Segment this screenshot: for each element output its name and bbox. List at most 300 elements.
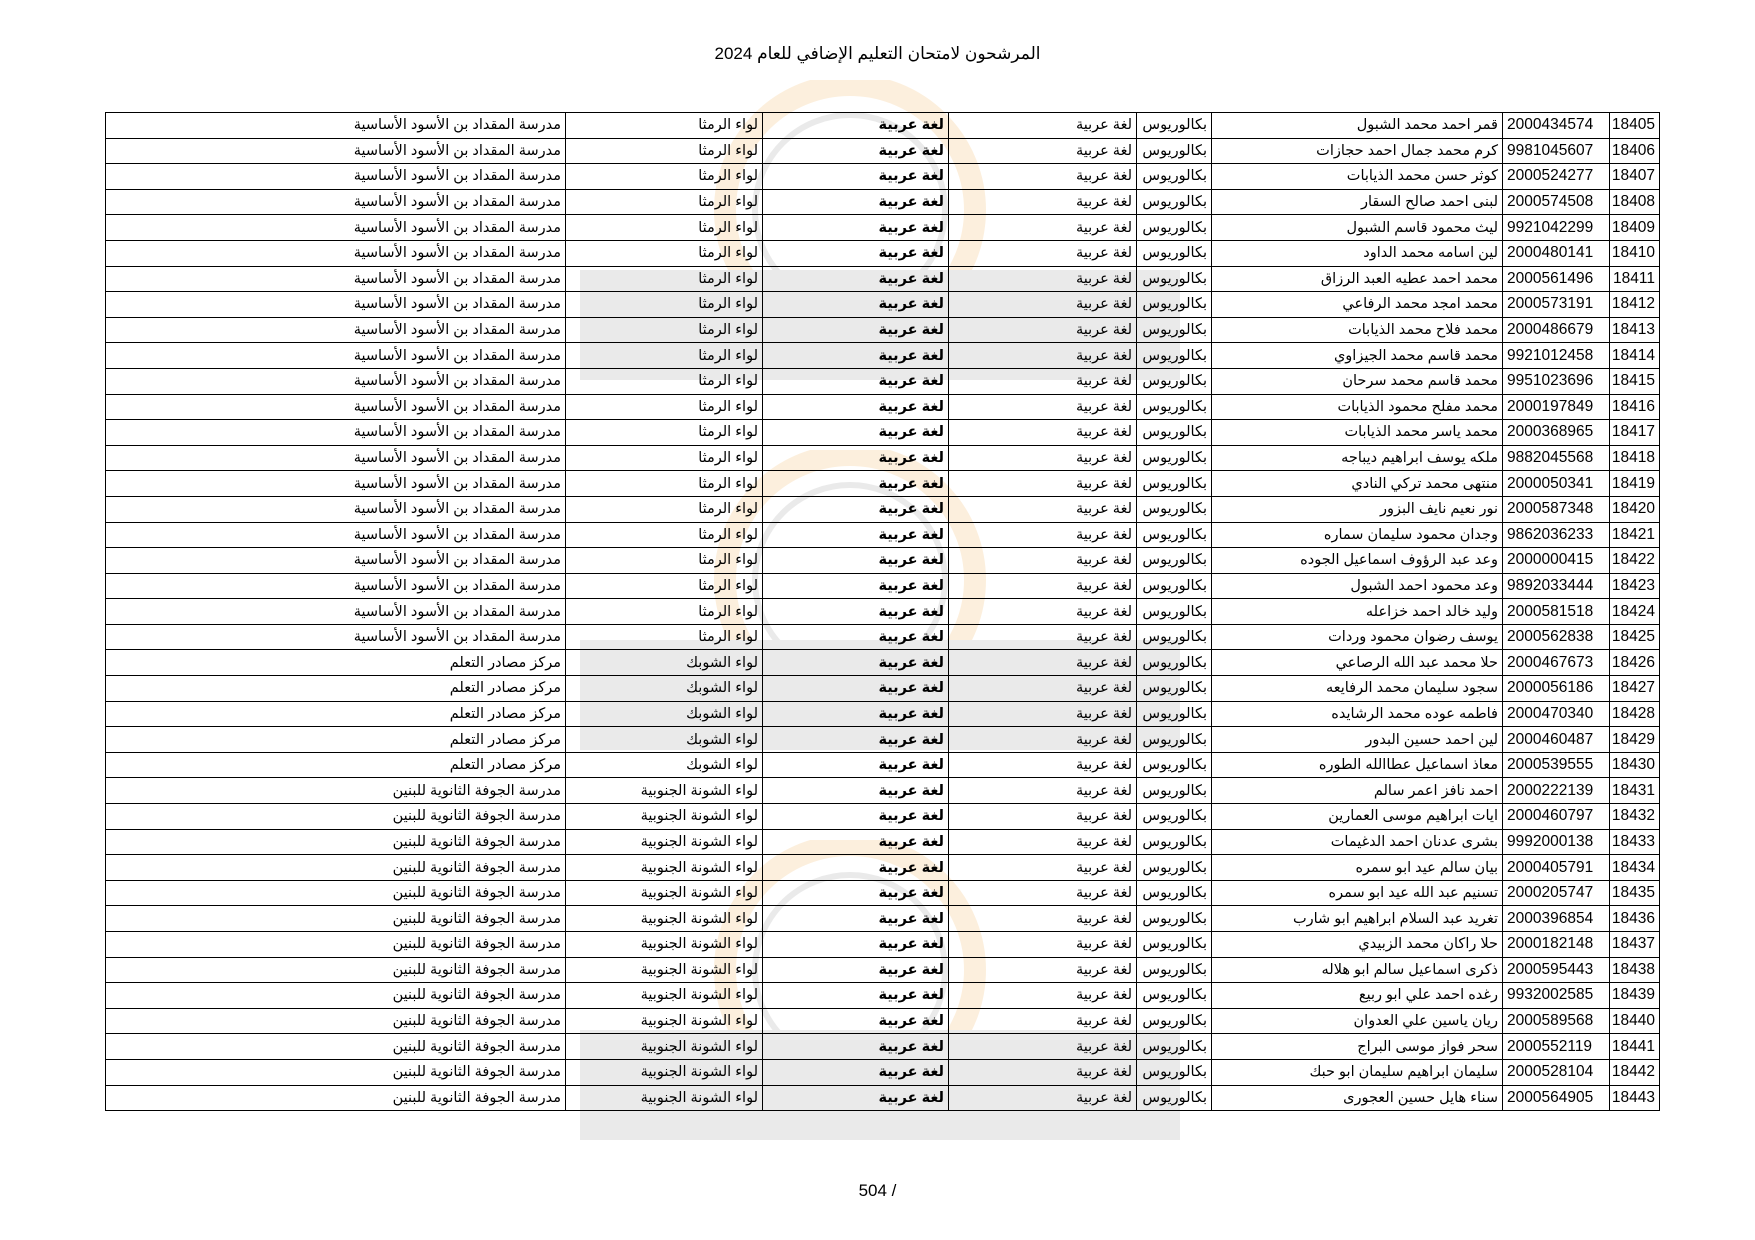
specialization: لغة عربية: [949, 983, 1137, 1009]
specialization: لغة عربية: [949, 548, 1137, 574]
exam-center: مدرسة الجوفة الثانوية للبنين: [106, 906, 566, 932]
national-id: 9921042299: [1503, 215, 1610, 241]
qualification: بكالوريوس: [1137, 113, 1212, 139]
qualification: بكالوريوس: [1137, 266, 1212, 292]
specialization: لغة عربية: [949, 573, 1137, 599]
district: لواء الرمثا: [566, 189, 763, 215]
national-id: 2000589568: [1503, 1008, 1610, 1034]
specialization: لغة عربية: [949, 496, 1137, 522]
candidate-name: محمد امجد محمد الرفاعي: [1212, 292, 1503, 318]
exam-subject: لغة عربية: [763, 292, 949, 318]
exam-center: مدرسة المقداد بن الأسود الأساسية: [106, 573, 566, 599]
qualification: بكالوريوس: [1137, 829, 1212, 855]
district: لواء الرمثا: [566, 266, 763, 292]
qualification: بكالوريوس: [1137, 727, 1212, 753]
qualification: بكالوريوس: [1137, 1059, 1212, 1085]
exam-subject: لغة عربية: [763, 394, 949, 420]
table-row: [106, 1085, 1660, 1111]
table-row: [106, 855, 1660, 881]
national-id: 2000528104: [1503, 1059, 1610, 1085]
qualification: بكالوريوس: [1137, 906, 1212, 932]
specialization: لغة عربية: [949, 880, 1137, 906]
qualification: بكالوريوس: [1137, 957, 1212, 983]
table-row: [106, 932, 1660, 958]
qualification: بكالوريوس: [1137, 215, 1212, 241]
district: لواء الرمثا: [566, 599, 763, 625]
table-row: [106, 804, 1660, 830]
table-row: [106, 420, 1660, 446]
specialization: لغة عربية: [949, 445, 1137, 471]
exam-subject: لغة عربية: [763, 522, 949, 548]
candidate-name: محمد فلاح محمد الذيابات: [1212, 317, 1503, 343]
national-id: 2000486679: [1503, 317, 1610, 343]
candidate-name: ذكرى اسماعيل سالم ابو هلاله: [1212, 957, 1503, 983]
table-row: [106, 599, 1660, 625]
table-row: [106, 957, 1660, 983]
district: لواء الشونة الجنوبية: [566, 906, 763, 932]
national-id: 2000182148: [1503, 932, 1610, 958]
district: لواء الشونة الجنوبية: [566, 932, 763, 958]
exam-center: مدرسة المقداد بن الأسود الأساسية: [106, 496, 566, 522]
national-id: 2000552119: [1503, 1034, 1610, 1060]
district: لواء الرمثا: [566, 113, 763, 139]
exam-center: مدرسة المقداد بن الأسود الأساسية: [106, 522, 566, 548]
candidate-name: وجدان محمود سليمان سماره: [1212, 522, 1503, 548]
district: لواء الشونة الجنوبية: [566, 1059, 763, 1085]
candidate-name: تغريد عبد السلام ابراهيم ابو شارب: [1212, 906, 1503, 932]
specialization: لغة عربية: [949, 804, 1137, 830]
table-row: [106, 189, 1660, 215]
qualification: بكالوريوس: [1137, 650, 1212, 676]
qualification: بكالوريوس: [1137, 676, 1212, 702]
district: لواء الشونة الجنوبية: [566, 778, 763, 804]
national-id: 2000000415: [1503, 548, 1610, 574]
table-row: [106, 701, 1660, 727]
exam-center: مدرسة المقداد بن الأسود الأساسية: [106, 343, 566, 369]
candidate-name: وعد محمود احمد الشبول: [1212, 573, 1503, 599]
seq-number: 18418: [1610, 445, 1660, 471]
district: لواء الشوبك: [566, 650, 763, 676]
qualification: بكالوريوس: [1137, 599, 1212, 625]
seq-number: 18441: [1610, 1034, 1660, 1060]
specialization: لغة عربية: [949, 266, 1137, 292]
seq-number: 18407: [1610, 164, 1660, 190]
candidate-name: محمد احمد عطيه العبد الرزاق: [1212, 266, 1503, 292]
qualification: بكالوريوس: [1137, 1085, 1212, 1111]
national-id: 2000561496: [1503, 266, 1610, 292]
seq-number: 18422: [1610, 548, 1660, 574]
page-number: 504 /: [858, 1181, 897, 1200]
district: لواء الشونة الجنوبية: [566, 804, 763, 830]
seq-number: 18439: [1610, 983, 1660, 1009]
candidate-name: معاذ اسماعيل عطاالله الطوره: [1212, 752, 1503, 778]
specialization: لغة عربية: [949, 932, 1137, 958]
national-id: 2000467673: [1503, 650, 1610, 676]
table-row: [106, 983, 1660, 1009]
table-row: [106, 496, 1660, 522]
exam-center: مدرسة المقداد بن الأسود الأساسية: [106, 599, 566, 625]
candidate-name: بيان سالم عيد ابو سمره: [1212, 855, 1503, 881]
exam-subject: لغة عربية: [763, 496, 949, 522]
district: لواء الرمثا: [566, 317, 763, 343]
exam-subject: لغة عربية: [763, 445, 949, 471]
seq-number: 18436: [1610, 906, 1660, 932]
specialization: لغة عربية: [949, 599, 1137, 625]
exam-center: مدرسة الجوفة الثانوية للبنين: [106, 1008, 566, 1034]
qualification: بكالوريوس: [1137, 880, 1212, 906]
national-id: 2000460797: [1503, 804, 1610, 830]
exam-subject: لغة عربية: [763, 1034, 949, 1060]
table-row: [106, 1008, 1660, 1034]
specialization: لغة عربية: [949, 292, 1137, 318]
candidate-name: يوسف رضوان محمود وردات: [1212, 624, 1503, 650]
qualification: بكالوريوس: [1137, 1034, 1212, 1060]
specialization: لغة عربية: [949, 215, 1137, 241]
specialization: لغة عربية: [949, 650, 1137, 676]
seq-number: 18443: [1610, 1085, 1660, 1111]
national-id: 2000524277: [1503, 164, 1610, 190]
qualification: بكالوريوس: [1137, 138, 1212, 164]
exam-center: مدرسة الجوفة الثانوية للبنين: [106, 983, 566, 1009]
exam-center: مدرسة المقداد بن الأسود الأساسية: [106, 240, 566, 266]
exam-center: مدرسة المقداد بن الأسود الأساسية: [106, 445, 566, 471]
candidate-name: محمد مفلح محمود الذيابات: [1212, 394, 1503, 420]
exam-center: مدرسة المقداد بن الأسود الأساسية: [106, 471, 566, 497]
table-row: [106, 522, 1660, 548]
exam-center: مدرسة المقداد بن الأسود الأساسية: [106, 548, 566, 574]
exam-center: مدرسة المقداد بن الأسود الأساسية: [106, 113, 566, 139]
exam-subject: لغة عربية: [763, 548, 949, 574]
qualification: بكالوريوس: [1137, 804, 1212, 830]
qualification: بكالوريوس: [1137, 496, 1212, 522]
candidate-name: وعد عبد الرؤوف اسماعيل الجوده: [1212, 548, 1503, 574]
district: لواء الشونة الجنوبية: [566, 880, 763, 906]
exam-subject: لغة عربية: [763, 317, 949, 343]
exam-subject: لغة عربية: [763, 906, 949, 932]
table-row: [106, 164, 1660, 190]
district: لواء الرمثا: [566, 368, 763, 394]
district: لواء الرمثا: [566, 573, 763, 599]
specialization: لغة عربية: [949, 138, 1137, 164]
candidate-name: احمد نافز اعمر سالم: [1212, 778, 1503, 804]
specialization: لغة عربية: [949, 752, 1137, 778]
table-row: [106, 573, 1660, 599]
national-id: 2000562838: [1503, 624, 1610, 650]
national-id: 9992000138: [1503, 829, 1610, 855]
table-row: [106, 676, 1660, 702]
candidate-name: سحر فواز موسى البراج: [1212, 1034, 1503, 1060]
qualification: بكالوريوس: [1137, 368, 1212, 394]
national-id: 9932002585: [1503, 983, 1610, 1009]
table-row: [106, 1034, 1660, 1060]
exam-center: مدرسة المقداد بن الأسود الأساسية: [106, 266, 566, 292]
document-title: المرشحون لامتحان التعليم الإضافي للعام 2024: [714, 44, 1041, 63]
seq-number: 18438: [1610, 957, 1660, 983]
qualification: بكالوريوس: [1137, 752, 1212, 778]
exam-center: مدرسة الجوفة الثانوية للبنين: [106, 1059, 566, 1085]
exam-subject: لغة عربية: [763, 676, 949, 702]
exam-subject: لغة عربية: [763, 420, 949, 446]
table-row: [106, 317, 1660, 343]
seq-number: 18415: [1610, 368, 1660, 394]
qualification: بكالوريوس: [1137, 240, 1212, 266]
exam-subject: لغة عربية: [763, 164, 949, 190]
candidate-name: كرم محمد جمال احمد حجازات: [1212, 138, 1503, 164]
qualification: بكالوريوس: [1137, 983, 1212, 1009]
candidates-table: [105, 112, 1660, 1111]
district: لواء الرمثا: [566, 548, 763, 574]
table-row: [106, 471, 1660, 497]
exam-center: مركز مصادر التعلم: [106, 727, 566, 753]
qualification: بكالوريوس: [1137, 1008, 1212, 1034]
exam-center: مدرسة الجوفة الثانوية للبنين: [106, 778, 566, 804]
exam-subject: لغة عربية: [763, 855, 949, 881]
exam-center: مركز مصادر التعلم: [106, 701, 566, 727]
qualification: بكالوريوس: [1137, 932, 1212, 958]
seq-number: 18408: [1610, 189, 1660, 215]
table-row: [106, 138, 1660, 164]
table-row: [106, 292, 1660, 318]
exam-center: مدرسة المقداد بن الأسود الأساسية: [106, 292, 566, 318]
national-id: 2000480141: [1503, 240, 1610, 266]
exam-subject: لغة عربية: [763, 804, 949, 830]
seq-number: 18425: [1610, 624, 1660, 650]
specialization: لغة عربية: [949, 420, 1137, 446]
exam-subject: لغة عربية: [763, 650, 949, 676]
exam-subject: لغة عربية: [763, 471, 949, 497]
specialization: لغة عربية: [949, 624, 1137, 650]
candidate-name: ايات ابراهيم موسى العمارين: [1212, 804, 1503, 830]
candidate-name: محمد ياسر محمد الذيابات: [1212, 420, 1503, 446]
exam-center: مدرسة الجوفة الثانوية للبنين: [106, 880, 566, 906]
district: لواء الشونة الجنوبية: [566, 1034, 763, 1060]
seq-number: 18410: [1610, 240, 1660, 266]
national-id: 2000587348: [1503, 496, 1610, 522]
district: لواء الشونة الجنوبية: [566, 829, 763, 855]
national-id: 9882045568: [1503, 445, 1610, 471]
seq-number: 18423: [1610, 573, 1660, 599]
seq-number: 18412: [1610, 292, 1660, 318]
specialization: لغة عربية: [949, 343, 1137, 369]
qualification: بكالوريوس: [1137, 420, 1212, 446]
seq-number: 18427: [1610, 676, 1660, 702]
table-row: [106, 624, 1660, 650]
table-row: [106, 906, 1660, 932]
national-id: 9892033444: [1503, 573, 1610, 599]
exam-center: مدرسة المقداد بن الأسود الأساسية: [106, 138, 566, 164]
qualification: بكالوريوس: [1137, 778, 1212, 804]
qualification: بكالوريوس: [1137, 292, 1212, 318]
candidate-name: حلا راكان محمد الزبيدي: [1212, 932, 1503, 958]
exam-center: مدرسة الجوفة الثانوية للبنين: [106, 957, 566, 983]
seq-number: 18413: [1610, 317, 1660, 343]
exam-center: مدرسة الجوفة الثانوية للبنين: [106, 1034, 566, 1060]
candidate-name: بشرى عدنان احمد الدغيمات: [1212, 829, 1503, 855]
exam-subject: لغة عربية: [763, 1008, 949, 1034]
district: لواء الرمثا: [566, 471, 763, 497]
district: لواء الرمثا: [566, 496, 763, 522]
qualification: بكالوريوس: [1137, 164, 1212, 190]
specialization: لغة عربية: [949, 778, 1137, 804]
exam-center: مركز مصادر التعلم: [106, 676, 566, 702]
national-id: 2000539555: [1503, 752, 1610, 778]
seq-number: 18424: [1610, 599, 1660, 625]
qualification: بكالوريوس: [1137, 624, 1212, 650]
candidate-name: فاطمه عوده محمد الرشايده: [1212, 701, 1503, 727]
table-row: [106, 113, 1660, 139]
seq-number: 18414: [1610, 343, 1660, 369]
exam-subject: لغة عربية: [763, 189, 949, 215]
national-id: 2000205747: [1503, 880, 1610, 906]
table-row: [106, 752, 1660, 778]
seq-number: 18428: [1610, 701, 1660, 727]
exam-subject: لغة عربية: [763, 240, 949, 266]
seq-number: 18421: [1610, 522, 1660, 548]
district: لواء الرمثا: [566, 445, 763, 471]
seq-number: 18435: [1610, 880, 1660, 906]
qualification: بكالوريوس: [1137, 445, 1212, 471]
national-id: 2000405791: [1503, 855, 1610, 881]
specialization: لغة عربية: [949, 522, 1137, 548]
national-id: 2000564905: [1503, 1085, 1610, 1111]
exam-subject: لغة عربية: [763, 266, 949, 292]
specialization: لغة عربية: [949, 240, 1137, 266]
specialization: لغة عربية: [949, 368, 1137, 394]
candidate-name: محمد قاسم محمد الجيزاوي: [1212, 343, 1503, 369]
district: لواء الشوبك: [566, 752, 763, 778]
candidate-name: لبنى احمد صالح السقار: [1212, 189, 1503, 215]
exam-subject: لغة عربية: [763, 932, 949, 958]
seq-number: 18420: [1610, 496, 1660, 522]
national-id: 2000595443: [1503, 957, 1610, 983]
seq-number: 18440: [1610, 1008, 1660, 1034]
national-id: 9951023696: [1503, 368, 1610, 394]
exam-center: مدرسة المقداد بن الأسود الأساسية: [106, 394, 566, 420]
exam-center: مركز مصادر التعلم: [106, 752, 566, 778]
specialization: لغة عربية: [949, 317, 1137, 343]
candidate-name: تسنيم عبد الله عيد ابو سمره: [1212, 880, 1503, 906]
specialization: لغة عربية: [949, 164, 1137, 190]
seq-number: 18442: [1610, 1059, 1660, 1085]
seq-number: 18430: [1610, 752, 1660, 778]
national-id: 2000573191: [1503, 292, 1610, 318]
qualification: بكالوريوس: [1137, 471, 1212, 497]
national-id: 2000574508: [1503, 189, 1610, 215]
district: لواء الرمثا: [566, 624, 763, 650]
candidate-name: نور نعيم نايف البزور: [1212, 496, 1503, 522]
seq-number: 18419: [1610, 471, 1660, 497]
seq-number: 18416: [1610, 394, 1660, 420]
table-row: [106, 778, 1660, 804]
exam-center: مدرسة المقداد بن الأسود الأساسية: [106, 189, 566, 215]
national-id: 2000197849: [1503, 394, 1610, 420]
national-id: 2000460487: [1503, 727, 1610, 753]
qualification: بكالوريوس: [1137, 573, 1212, 599]
district: لواء الشونة الجنوبية: [566, 1085, 763, 1111]
national-id: 9862036233: [1503, 522, 1610, 548]
qualification: بكالوريوس: [1137, 394, 1212, 420]
table-row: [106, 829, 1660, 855]
exam-center: مدرسة المقداد بن الأسود الأساسية: [106, 317, 566, 343]
seq-number: 18411: [1610, 266, 1660, 292]
district: لواء الشونة الجنوبية: [566, 983, 763, 1009]
table-row: [106, 445, 1660, 471]
specialization: لغة عربية: [949, 471, 1137, 497]
table-row: [106, 266, 1660, 292]
national-id: 2000434574: [1503, 113, 1610, 139]
qualification: بكالوريوس: [1137, 701, 1212, 727]
district: لواء الشوبك: [566, 701, 763, 727]
exam-subject: لغة عربية: [763, 1085, 949, 1111]
exam-center: مدرسة الجوفة الثانوية للبنين: [106, 932, 566, 958]
exam-subject: لغة عربية: [763, 343, 949, 369]
seq-number: 18429: [1610, 727, 1660, 753]
seq-number: 18409: [1610, 215, 1660, 241]
national-id: 9981045607: [1503, 138, 1610, 164]
candidate-name: كوثر حسن محمد الذيابات: [1212, 164, 1503, 190]
specialization: لغة عربية: [949, 957, 1137, 983]
exam-subject: لغة عربية: [763, 215, 949, 241]
national-id: 9921012458: [1503, 343, 1610, 369]
candidate-name: وليد خالد احمد خزاعله: [1212, 599, 1503, 625]
qualification: بكالوريوس: [1137, 548, 1212, 574]
candidate-name: سليمان ابراهيم سليمان ابو حبك: [1212, 1059, 1503, 1085]
exam-subject: لغة عربية: [763, 752, 949, 778]
seq-number: 18437: [1610, 932, 1660, 958]
candidate-name: منتهى محمد تركي النادي: [1212, 471, 1503, 497]
table-row: [106, 548, 1660, 574]
candidate-name: رغده احمد علي ابو ربيع: [1212, 983, 1503, 1009]
table-row: [106, 215, 1660, 241]
candidate-name: سجود سليمان محمد الرفايعه: [1212, 676, 1503, 702]
specialization: لغة عربية: [949, 1085, 1137, 1111]
district: لواء الرمثا: [566, 292, 763, 318]
specialization: لغة عربية: [949, 189, 1137, 215]
exam-center: مدرسة المقداد بن الأسود الأساسية: [106, 624, 566, 650]
seq-number: 18433: [1610, 829, 1660, 855]
specialization: لغة عربية: [949, 1059, 1137, 1085]
exam-subject: لغة عربية: [763, 138, 949, 164]
national-id: 2000056186: [1503, 676, 1610, 702]
district: لواء الرمثا: [566, 138, 763, 164]
seq-number: 18405: [1610, 113, 1660, 139]
exam-subject: لغة عربية: [763, 983, 949, 1009]
qualification: بكالوريوس: [1137, 522, 1212, 548]
table-row: [106, 880, 1660, 906]
candidate-name: محمد قاسم محمد سرحان: [1212, 368, 1503, 394]
district: لواء الرمثا: [566, 215, 763, 241]
exam-center: مدرسة المقداد بن الأسود الأساسية: [106, 164, 566, 190]
candidate-name: ملكه يوسف ابراهيم ديباجه: [1212, 445, 1503, 471]
national-id: 2000581518: [1503, 599, 1610, 625]
district: لواء الشونة الجنوبية: [566, 855, 763, 881]
exam-center: مدرسة المقداد بن الأسود الأساسية: [106, 420, 566, 446]
district: لواء الرمثا: [566, 420, 763, 446]
exam-subject: لغة عربية: [763, 829, 949, 855]
district: لواء الرمثا: [566, 240, 763, 266]
seq-number: 18432: [1610, 804, 1660, 830]
specialization: لغة عربية: [949, 1034, 1137, 1060]
table-row: [106, 727, 1660, 753]
exam-center: مدرسة الجوفة الثانوية للبنين: [106, 829, 566, 855]
exam-subject: لغة عربية: [763, 778, 949, 804]
table-row: [106, 650, 1660, 676]
seq-number: 18431: [1610, 778, 1660, 804]
specialization: لغة عربية: [949, 113, 1137, 139]
candidate-name: قمر احمد محمد الشبول: [1212, 113, 1503, 139]
candidate-name: ريان ياسين علي العدوان: [1212, 1008, 1503, 1034]
qualification: بكالوريوس: [1137, 855, 1212, 881]
